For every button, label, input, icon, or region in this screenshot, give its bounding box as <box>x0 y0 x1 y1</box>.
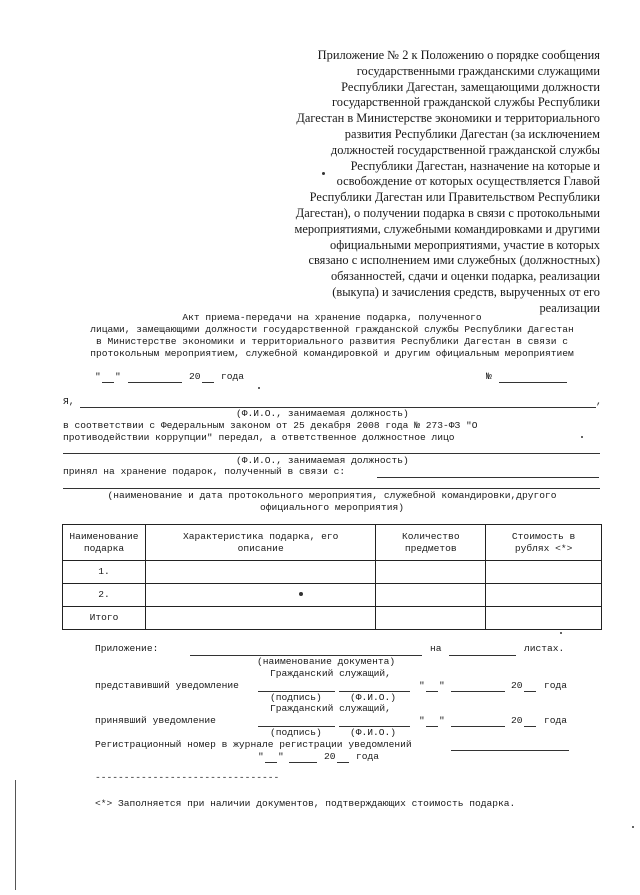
table-row <box>63 584 602 607</box>
law-text-line: в соответствии с Федеральным законом от 25 декабря 2008 года № 273-ФЗ "О <box>63 420 478 431</box>
row-number: 1. <box>63 561 146 584</box>
total-label: Итого <box>63 607 146 630</box>
header-gift-name: Наименование подарка <box>63 525 146 561</box>
scan-speck <box>258 387 260 389</box>
cost-cell[interactable] <box>486 607 602 630</box>
year-prefix: 20 <box>511 680 523 691</box>
year-word: года <box>544 680 568 691</box>
comma: , <box>596 396 602 407</box>
date-quote-open: " <box>419 715 425 726</box>
table-header-row <box>63 525 602 561</box>
appendix-line: связано с исполнением ими служебных (должностных) <box>308 253 600 268</box>
appendix-header <box>290 48 600 317</box>
submitted-label: представивший уведомление <box>95 680 239 691</box>
appendix-line: (выкупа) и зачисления средств, вырученных от его <box>332 284 600 299</box>
day-blank[interactable] <box>102 382 114 383</box>
accept-day-blank[interactable] <box>426 726 438 727</box>
submit-year-blank[interactable] <box>524 691 536 692</box>
description-cell[interactable] <box>145 561 375 584</box>
law-text-line: противодействии коррупции" передал, а ответственное должностное лицо <box>63 432 455 443</box>
cost-cell[interactable] <box>486 584 602 607</box>
civil-servant-label: Гражданский служащий, <box>270 703 391 714</box>
appendix-line: Дагестан), о получении подарка в связи с протокольными <box>295 205 600 220</box>
accepted-text: принял на хранение подарок, полученный в связи с: <box>63 466 346 477</box>
cost-cell[interactable] <box>486 561 602 584</box>
year-prefix: 20 <box>189 371 201 382</box>
quantity-cell[interactable] <box>376 561 486 584</box>
description-cell[interactable] <box>145 607 375 630</box>
attachment-label: Приложение: <box>95 643 159 654</box>
year-prefix: 20 <box>324 751 336 762</box>
appendix-line: Приложение № 2 к Положению о порядке сообщения <box>317 48 600 62</box>
fio-position-hint: (Ф.И.О., занимаемая должность) <box>236 408 409 419</box>
gift-table <box>62 524 602 630</box>
appendix-line: Республики Дагестан, назначение на которые и <box>350 158 600 173</box>
appendix-line: освобождение от которых осуществляется Главой <box>336 174 600 189</box>
quantity-cell[interactable] <box>376 607 486 630</box>
registration-number-blank[interactable] <box>451 750 569 751</box>
sheets-count-blank[interactable] <box>449 655 516 656</box>
appendix-line: государственной гражданской службы Республики <box>332 95 600 110</box>
attachment-on: на <box>430 643 442 654</box>
act-number-blank[interactable] <box>499 382 567 383</box>
ya-label: Я, <box>63 396 75 407</box>
footnote: <*> Заполняется при наличии документов, подтверждающих стоимость подарка. <box>95 798 516 809</box>
submit-day-blank[interactable] <box>426 691 438 692</box>
registration-label: Регистрационный номер в журнале регистрации уведомлений <box>95 739 412 750</box>
event-blank-2[interactable] <box>63 488 600 489</box>
header-gift-description: Характеристика подарка, его описание <box>145 525 375 561</box>
fio-position-hint: (Ф.И.О., занимаемая должность) <box>236 455 409 466</box>
scan-speck <box>632 826 634 828</box>
date-quote-close: " <box>278 751 284 762</box>
reg-month-blank[interactable] <box>289 762 317 763</box>
table-row <box>63 607 602 630</box>
date-quote-open: " <box>419 680 425 691</box>
reg-day-blank[interactable] <box>265 762 277 763</box>
date-quote-close: " <box>439 680 445 691</box>
accept-year-blank[interactable] <box>524 726 536 727</box>
event-blank[interactable] <box>377 477 599 478</box>
appendix-line: развития Республики Дагестан (за исключением <box>344 126 600 141</box>
table-row <box>63 561 602 584</box>
scan-speck <box>299 592 303 596</box>
year-prefix: 20 <box>511 715 523 726</box>
reg-year-blank[interactable] <box>337 762 349 763</box>
accepted-label: принявший уведомление <box>95 715 216 726</box>
signature-hint: (подпись) <box>270 727 322 738</box>
appendix-line: официальными мероприятиями, участие в которых <box>330 237 600 252</box>
month-blank[interactable] <box>128 382 182 383</box>
header-cost: Стоимость в рублях <*> <box>486 525 602 561</box>
act-title-line: Акт приема-передачи на хранение подарка, полученного <box>182 312 482 323</box>
doc-name-hint: (наименование документа) <box>257 656 396 667</box>
act-title-line: лицами, замещающими должности государственной гражданской службы Республики Дагестан <box>90 324 574 335</box>
header-quantity: Количество предметов <box>376 525 486 561</box>
receiver-fio-blank[interactable] <box>63 453 600 454</box>
event-hint-line: (наименование и дата протокольного мероприятия, служебной командировки,другого <box>107 490 557 501</box>
signature-hint: (подпись) <box>270 692 322 703</box>
act-title-line: протокольным мероприятием, служебной командировкой и другим официальным мероприятием <box>90 348 574 359</box>
submit-month-blank[interactable] <box>451 691 505 692</box>
fio-hint: (Ф.И.О.) <box>350 692 397 703</box>
year-blank[interactable] <box>202 382 214 383</box>
date-quote-open: " <box>258 751 264 762</box>
scan-speck <box>581 436 583 438</box>
act-title-line: в Министерстве экономики и территориального развития Республики Дагестан в связи с <box>95 336 569 347</box>
civil-servant-label: Гражданский служащий, <box>270 668 391 679</box>
appendix-line: Дагестан в Министерстве экономики и территориального <box>296 111 600 126</box>
scan-speck <box>322 172 325 175</box>
year-word: года <box>544 715 568 726</box>
footnote-separator: -------------------------------- <box>95 772 280 783</box>
description-cell[interactable] <box>145 584 375 607</box>
scan-edge-line <box>15 780 16 890</box>
year-word: года <box>356 751 380 762</box>
number-sign: № <box>486 371 492 382</box>
appendix-line: реализации <box>539 300 600 315</box>
row-number: 2. <box>63 584 146 607</box>
attachment-sheets: листах. <box>524 643 565 654</box>
appendix-line: Республики Дагестан, замещающими должности <box>341 79 600 94</box>
appendix-line: мероприятиями, служебными командировками и другими <box>294 221 600 236</box>
accept-month-blank[interactable] <box>451 726 505 727</box>
appendix-line: государственными гражданскими служащими <box>356 63 600 78</box>
appendix-line: обязанностей, сдачи и оценки подарка, реализации <box>330 269 600 284</box>
year-word: года <box>221 371 245 382</box>
scan-speck <box>560 632 562 634</box>
appendix-line: Республики Дагестан или Правительством Республики <box>309 190 600 205</box>
fio-hint: (Ф.И.О.) <box>350 727 397 738</box>
quantity-cell[interactable] <box>376 584 486 607</box>
date-quote-open: " <box>95 371 101 382</box>
appendix-line: должностей государственной гражданской службы <box>330 142 600 157</box>
date-quote-close: " <box>439 715 445 726</box>
event-hint-line: официального мероприятия) <box>260 502 404 513</box>
date-quote-close: " <box>115 371 121 382</box>
